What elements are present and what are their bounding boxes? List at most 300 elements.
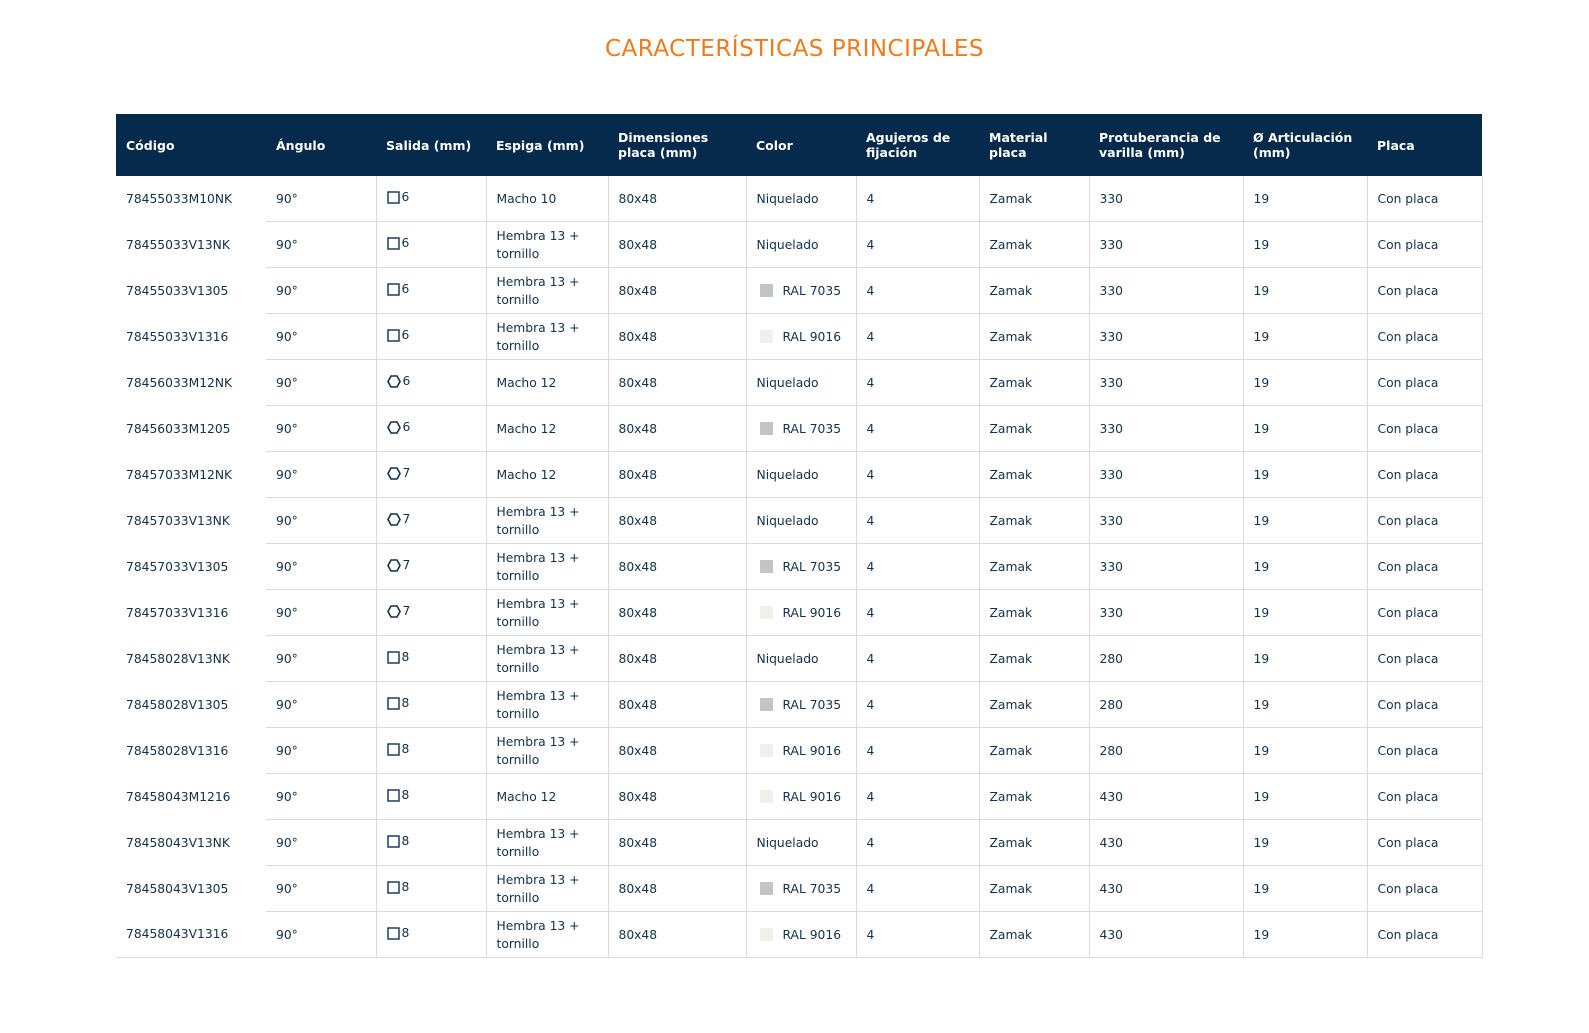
agujeros-text: 4 — [866, 513, 875, 528]
color-swatch — [760, 422, 773, 435]
articulacion-text: 19 — [1253, 927, 1270, 942]
cell-protuberancia — [1089, 774, 1243, 820]
header-espiga: Espiga (mm) — [486, 114, 608, 176]
agujeros-text: 4 — [866, 191, 875, 206]
espiga-text: Hembra 13 + tornillo — [496, 872, 580, 905]
articulacion-text: 19 — [1253, 467, 1270, 482]
table-row — [116, 360, 1482, 406]
salida-text: 8 — [401, 742, 410, 757]
cell-dimensiones — [608, 774, 746, 820]
cell-dimensiones — [608, 636, 746, 682]
cell-codigo — [116, 912, 266, 958]
cell-dimensiones — [608, 176, 746, 222]
material-text: Zamak — [989, 467, 1033, 482]
hexagon-icon — [387, 375, 401, 388]
cell-material — [979, 498, 1089, 544]
espiga-text: Macho 12 — [496, 375, 557, 390]
cell-articulacion — [1243, 314, 1367, 360]
codigo-text: 78457033V1305 — [126, 559, 229, 574]
cell-protuberancia — [1089, 498, 1243, 544]
cell-espiga — [486, 406, 608, 452]
square-icon — [387, 329, 400, 342]
color-text: RAL 7035 — [782, 421, 842, 436]
angulo-text: 90° — [276, 789, 298, 804]
placa-text: Con placa — [1377, 237, 1439, 252]
cell-agujeros — [856, 590, 979, 636]
articulacion-text: 19 — [1253, 513, 1270, 528]
espiga-text: Hembra 13 + tornillo — [496, 228, 580, 261]
color-text: Niquelado — [756, 467, 819, 482]
agujeros-text: 4 — [866, 835, 875, 850]
placa-text: Con placa — [1377, 605, 1439, 620]
cell-dimensiones — [608, 912, 746, 958]
header-articulacion: Ø Articulación (mm) — [1243, 114, 1367, 176]
cell-codigo — [116, 222, 266, 268]
square-icon — [387, 651, 400, 664]
cell-material — [979, 360, 1089, 406]
codigo-text: 78457033V1316 — [126, 605, 229, 620]
cell-placa — [1367, 406, 1482, 452]
cell-angulo — [266, 176, 376, 222]
cell-angulo — [266, 912, 376, 958]
agujeros-text: 4 — [866, 237, 875, 252]
cell-color — [746, 268, 856, 314]
specs-table — [116, 114, 1483, 958]
cell-angulo — [266, 498, 376, 544]
articulacion-text: 19 — [1253, 329, 1270, 344]
codigo-text: 78458043V13NK — [126, 835, 230, 850]
hexagon-icon — [387, 513, 401, 526]
cell-placa — [1367, 314, 1482, 360]
cell-salida — [376, 406, 486, 452]
protuberancia-text: 330 — [1099, 467, 1123, 482]
color-text: RAL 9016 — [782, 605, 842, 620]
cell-codigo — [116, 866, 266, 912]
cell-salida — [376, 268, 486, 314]
cell-dimensiones — [608, 866, 746, 912]
salida-text: 7 — [402, 558, 411, 573]
cell-salida — [376, 314, 486, 360]
page-title: CARACTERÍSTICAS PRINCIPALES — [605, 36, 984, 62]
cell-codigo — [116, 360, 266, 406]
table-row — [116, 406, 1482, 452]
cell-articulacion — [1243, 452, 1367, 498]
material-text: Zamak — [989, 881, 1033, 896]
dimensiones-text: 80x48 — [618, 191, 658, 206]
codigo-text: 78458028V13NK — [126, 651, 230, 666]
cell-protuberancia — [1089, 682, 1243, 728]
cell-material — [979, 590, 1089, 636]
cell-angulo — [266, 774, 376, 820]
cell-color — [746, 544, 856, 590]
cell-color — [746, 176, 856, 222]
material-text: Zamak — [989, 421, 1033, 436]
cell-material — [979, 222, 1089, 268]
cell-angulo — [266, 406, 376, 452]
angulo-text: 90° — [276, 651, 298, 666]
cell-dimensiones — [608, 682, 746, 728]
cell-articulacion — [1243, 222, 1367, 268]
cell-material — [979, 314, 1089, 360]
cell-salida — [376, 912, 486, 958]
table-row — [116, 590, 1482, 636]
cell-agujeros — [856, 682, 979, 728]
codigo-text: 78458043V1305 — [126, 881, 229, 896]
dimensiones-text: 80x48 — [618, 881, 658, 896]
cell-agujeros — [856, 452, 979, 498]
cell-espiga — [486, 774, 608, 820]
table-row — [116, 820, 1482, 866]
color-swatch — [760, 330, 773, 343]
header-angulo: Ángulo — [266, 114, 376, 176]
cell-protuberancia — [1089, 176, 1243, 222]
placa-text: Con placa — [1377, 697, 1439, 712]
dimensiones-text: 80x48 — [618, 559, 658, 574]
cell-salida — [376, 544, 486, 590]
placa-text: Con placa — [1377, 559, 1439, 574]
codigo-text: 78458028V1316 — [126, 743, 229, 758]
cell-articulacion — [1243, 912, 1367, 958]
cell-espiga — [486, 590, 608, 636]
placa-text: Con placa — [1377, 789, 1439, 804]
header-dimensiones: Dimensiones placa (mm) — [608, 114, 746, 176]
color-text: RAL 9016 — [782, 789, 842, 804]
protuberancia-text: 430 — [1099, 881, 1123, 896]
cell-dimensiones — [608, 360, 746, 406]
material-text: Zamak — [989, 697, 1033, 712]
cell-articulacion — [1243, 176, 1367, 222]
material-text: Zamak — [989, 927, 1033, 942]
cell-articulacion — [1243, 406, 1367, 452]
cell-placa — [1367, 544, 1482, 590]
cell-protuberancia — [1089, 820, 1243, 866]
codigo-text: 78455033M10NK — [126, 191, 233, 206]
protuberancia-text: 330 — [1099, 283, 1123, 298]
articulacion-text: 19 — [1253, 559, 1270, 574]
header-agujeros: Agujeros de fijación — [856, 114, 979, 176]
cell-angulo — [266, 544, 376, 590]
table-row — [116, 912, 1482, 958]
cell-espiga — [486, 682, 608, 728]
protuberancia-text: 280 — [1099, 651, 1123, 666]
cell-protuberancia — [1089, 544, 1243, 590]
material-text: Zamak — [989, 191, 1033, 206]
material-text: Zamak — [989, 283, 1033, 298]
cell-material — [979, 268, 1089, 314]
placa-text: Con placa — [1377, 927, 1439, 942]
cell-dimensiones — [608, 314, 746, 360]
cell-angulo — [266, 222, 376, 268]
color-text: Niquelado — [756, 835, 819, 850]
protuberancia-text: 330 — [1099, 329, 1123, 344]
cell-material — [979, 406, 1089, 452]
cell-angulo — [266, 866, 376, 912]
color-text: RAL 9016 — [782, 329, 842, 344]
dimensiones-text: 80x48 — [618, 697, 658, 712]
angulo-text: 90° — [276, 743, 298, 758]
cell-agujeros — [856, 314, 979, 360]
cell-angulo — [266, 452, 376, 498]
cell-angulo — [266, 590, 376, 636]
cell-salida — [376, 820, 486, 866]
cell-agujeros — [856, 406, 979, 452]
protuberancia-text: 280 — [1099, 697, 1123, 712]
espiga-text: Hembra 13 + tornillo — [496, 320, 580, 353]
cell-agujeros — [856, 268, 979, 314]
material-text: Zamak — [989, 835, 1033, 850]
cell-agujeros — [856, 360, 979, 406]
color-swatch — [760, 560, 773, 573]
cell-material — [979, 544, 1089, 590]
header-protuberancia: Protuberancia de varilla (mm) — [1089, 114, 1243, 176]
angulo-text: 90° — [276, 283, 298, 298]
espiga-text: Hembra 13 + tornillo — [496, 504, 580, 537]
protuberancia-text: 330 — [1099, 237, 1123, 252]
placa-text: Con placa — [1377, 191, 1439, 206]
cell-espiga — [486, 176, 608, 222]
cell-protuberancia — [1089, 360, 1243, 406]
espiga-text: Macho 12 — [496, 467, 557, 482]
color-text: RAL 7035 — [782, 283, 842, 298]
cell-dimensiones — [608, 452, 746, 498]
cell-color — [746, 314, 856, 360]
cell-dimensiones — [608, 406, 746, 452]
color-text: RAL 9016 — [782, 927, 842, 942]
cell-color — [746, 774, 856, 820]
color-swatch — [760, 790, 773, 803]
color-swatch — [760, 606, 773, 619]
protuberancia-text: 330 — [1099, 513, 1123, 528]
espiga-text: Hembra 13 + tornillo — [496, 918, 580, 951]
cell-salida — [376, 774, 486, 820]
cell-codigo — [116, 544, 266, 590]
cell-color — [746, 222, 856, 268]
codigo-text: 78455033V1305 — [126, 283, 229, 298]
header-placa: Placa — [1367, 114, 1482, 176]
agujeros-text: 4 — [866, 467, 875, 482]
cell-codigo — [116, 636, 266, 682]
dimensiones-text: 80x48 — [618, 375, 658, 390]
cell-agujeros — [856, 820, 979, 866]
dimensiones-text: 80x48 — [618, 513, 658, 528]
material-text: Zamak — [989, 559, 1033, 574]
agujeros-text: 4 — [866, 375, 875, 390]
salida-text: 8 — [401, 696, 410, 711]
codigo-text: 78456033M12NK — [126, 375, 233, 390]
agujeros-text: 4 — [866, 421, 875, 436]
salida-text: 6 — [401, 236, 410, 251]
espiga-text: Hembra 13 + tornillo — [496, 274, 580, 307]
table-header-row — [116, 114, 1482, 176]
hexagon-icon — [387, 421, 401, 434]
dimensiones-text: 80x48 — [618, 927, 658, 942]
cell-espiga — [486, 360, 608, 406]
cell-protuberancia — [1089, 222, 1243, 268]
cell-protuberancia — [1089, 912, 1243, 958]
codigo-text: 78458043V1316 — [126, 927, 229, 942]
cell-agujeros — [856, 176, 979, 222]
cell-espiga — [486, 222, 608, 268]
agujeros-text: 4 — [866, 743, 875, 758]
cell-codigo — [116, 406, 266, 452]
cell-placa — [1367, 820, 1482, 866]
square-icon — [387, 743, 400, 756]
espiga-text: Macho 10 — [496, 191, 557, 206]
header-color: Color — [746, 114, 856, 176]
espiga-text: Hembra 13 + tornillo — [496, 596, 580, 629]
table-row — [116, 268, 1482, 314]
cell-codigo — [116, 682, 266, 728]
cell-color — [746, 912, 856, 958]
angulo-text: 90° — [276, 329, 298, 344]
salida-text: 7 — [402, 512, 411, 527]
angulo-text: 90° — [276, 375, 298, 390]
cell-color — [746, 360, 856, 406]
cell-dimensiones — [608, 590, 746, 636]
cell-placa — [1367, 728, 1482, 774]
protuberancia-text: 430 — [1099, 789, 1123, 804]
angulo-text: 90° — [276, 421, 298, 436]
table-row — [116, 728, 1482, 774]
hexagon-icon — [387, 559, 401, 572]
cell-angulo — [266, 360, 376, 406]
agujeros-text: 4 — [866, 697, 875, 712]
dimensiones-text: 80x48 — [618, 651, 658, 666]
salida-text: 7 — [402, 466, 411, 481]
salida-text: 6 — [402, 420, 411, 435]
cell-articulacion — [1243, 682, 1367, 728]
cell-angulo — [266, 268, 376, 314]
cell-agujeros — [856, 498, 979, 544]
cell-material — [979, 728, 1089, 774]
angulo-text: 90° — [276, 605, 298, 620]
cell-articulacion — [1243, 498, 1367, 544]
cell-protuberancia — [1089, 452, 1243, 498]
cell-agujeros — [856, 866, 979, 912]
dimensiones-text: 80x48 — [618, 605, 658, 620]
placa-text: Con placa — [1377, 743, 1439, 758]
cell-codigo — [116, 774, 266, 820]
cell-dimensiones — [608, 498, 746, 544]
angulo-text: 90° — [276, 237, 298, 252]
agujeros-text: 4 — [866, 881, 875, 896]
salida-text: 8 — [401, 880, 410, 895]
articulacion-text: 19 — [1253, 651, 1270, 666]
cell-color — [746, 636, 856, 682]
articulacion-text: 19 — [1253, 743, 1270, 758]
articulacion-text: 19 — [1253, 789, 1270, 804]
cell-material — [979, 820, 1089, 866]
espiga-text: Macho 12 — [496, 421, 557, 436]
color-text: RAL 7035 — [782, 697, 842, 712]
square-icon — [387, 835, 400, 848]
material-text: Zamak — [989, 743, 1033, 758]
cell-color — [746, 682, 856, 728]
placa-text: Con placa — [1377, 375, 1439, 390]
espiga-text: Hembra 13 + tornillo — [496, 734, 580, 767]
salida-text: 8 — [401, 926, 410, 941]
cell-placa — [1367, 912, 1482, 958]
cell-protuberancia — [1089, 268, 1243, 314]
agujeros-text: 4 — [866, 927, 875, 942]
salida-text: 8 — [401, 788, 410, 803]
cell-codigo — [116, 728, 266, 774]
protuberancia-text: 330 — [1099, 375, 1123, 390]
color-swatch — [760, 744, 773, 757]
agujeros-text: 4 — [866, 605, 875, 620]
cell-espiga — [486, 314, 608, 360]
placa-text: Con placa — [1377, 421, 1439, 436]
cell-salida — [376, 360, 486, 406]
cell-codigo — [116, 176, 266, 222]
agujeros-text: 4 — [866, 559, 875, 574]
cell-articulacion — [1243, 268, 1367, 314]
material-text: Zamak — [989, 375, 1033, 390]
cell-codigo — [116, 268, 266, 314]
angulo-text: 90° — [276, 697, 298, 712]
dimensiones-text: 80x48 — [618, 329, 658, 344]
cell-salida — [376, 728, 486, 774]
placa-text: Con placa — [1377, 467, 1439, 482]
cell-color — [746, 498, 856, 544]
table-row — [116, 498, 1482, 544]
cell-material — [979, 774, 1089, 820]
protuberancia-text: 330 — [1099, 559, 1123, 574]
placa-text: Con placa — [1377, 651, 1439, 666]
protuberancia-text: 430 — [1099, 835, 1123, 850]
cell-salida — [376, 222, 486, 268]
agujeros-text: 4 — [866, 651, 875, 666]
material-text: Zamak — [989, 651, 1033, 666]
cell-salida — [376, 176, 486, 222]
codigo-text: 78458043M1216 — [126, 789, 231, 804]
square-icon — [387, 697, 400, 710]
cell-articulacion — [1243, 774, 1367, 820]
cell-material — [979, 176, 1089, 222]
cell-agujeros — [856, 774, 979, 820]
cell-espiga — [486, 544, 608, 590]
hexagon-icon — [387, 467, 401, 480]
cell-color — [746, 452, 856, 498]
cell-color — [746, 728, 856, 774]
cell-material — [979, 912, 1089, 958]
cell-angulo — [266, 636, 376, 682]
cell-salida — [376, 636, 486, 682]
cell-espiga — [486, 452, 608, 498]
angulo-text: 90° — [276, 927, 298, 942]
dimensiones-text: 80x48 — [618, 789, 658, 804]
placa-text: Con placa — [1377, 329, 1439, 344]
cell-placa — [1367, 774, 1482, 820]
placa-text: Con placa — [1377, 283, 1439, 298]
articulacion-text: 19 — [1253, 881, 1270, 896]
cell-codigo — [116, 452, 266, 498]
table-row — [116, 452, 1482, 498]
color-text: Niquelado — [756, 237, 819, 252]
color-swatch — [760, 928, 773, 941]
codigo-text: 78455033V13NK — [126, 237, 230, 252]
color-swatch — [760, 698, 773, 711]
table-body — [116, 176, 1482, 958]
cell-espiga — [486, 820, 608, 866]
cell-codigo — [116, 590, 266, 636]
color-text: RAL 7035 — [782, 881, 842, 896]
articulacion-text: 19 — [1253, 605, 1270, 620]
color-text: Niquelado — [756, 375, 819, 390]
cell-dimensiones — [608, 544, 746, 590]
codigo-text: 78458028V1305 — [126, 697, 229, 712]
cell-articulacion — [1243, 544, 1367, 590]
